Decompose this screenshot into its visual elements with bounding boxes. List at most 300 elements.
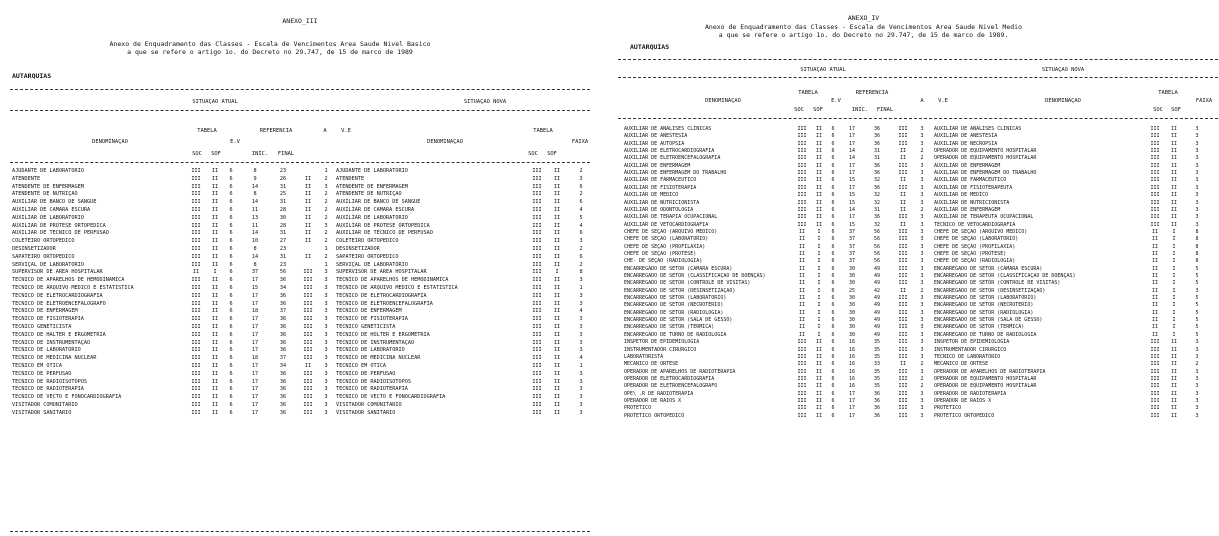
cell-ev: 6 [831, 199, 835, 206]
cell-a: III [898, 331, 908, 338]
cell-ref-final: 31 [279, 183, 287, 190]
ev-heading-iv: E.V [831, 98, 841, 104]
cell-ve: 3 [920, 228, 924, 235]
cell-ev: 6 [229, 207, 233, 213]
cell-ref-final: 36 [873, 412, 881, 419]
cell-ev: 6 [229, 199, 233, 206]
cell-denominacao-nova: AUXILIAR DE TECNICO DE PERFUSAO [336, 230, 433, 237]
table-row [624, 177, 1219, 184]
table-row [10, 176, 600, 184]
cell-tabela-sof-nova: II [1170, 368, 1178, 375]
cell-ref-final: 36 [279, 378, 287, 385]
cell-ref-final: 36 [279, 394, 287, 401]
cell-tabela-soc-atual: III [191, 168, 201, 174]
cell-tabela-sof-atual: I [817, 280, 821, 287]
soc-heading-nova-iv: SOC [1153, 107, 1163, 113]
cell-ve: 2 [920, 287, 924, 294]
cell-ev: 6 [831, 258, 835, 265]
cell-tabela-sof-nova: II [553, 324, 561, 330]
cell-ref-inicial: 30 [848, 273, 856, 279]
cell-ref-inicial: 17 [848, 126, 856, 132]
header-rule-top-iv [618, 59, 1218, 60]
cell-faixa: 3 [579, 238, 583, 245]
cell-a: II [899, 148, 907, 155]
cell-ev: 6 [229, 370, 233, 377]
cell-denominacao-nova: AUXILIAR DE CAMARA ESCURA [336, 207, 415, 213]
cell-tabela-soc-nova: II [1151, 302, 1159, 309]
cell-ref-final: 31 [279, 230, 287, 237]
cell-ve: 2 [324, 238, 328, 245]
cell-denominacao-atual: ATENDENTE DE ENFERMAGEM [12, 183, 84, 190]
cell-ref-inicial: 37 [251, 269, 259, 276]
cell-denominacao-atual: TECNICO DE ARQUIVO MEDICO E ESTATISTICA [12, 285, 134, 291]
cell-faixa: 5 [1195, 324, 1199, 331]
cell-denominacao-atual: AUXILIAR DE VETOCARDIOGRAFIA [624, 221, 709, 228]
cell-tabela-sof-nova: II [1170, 177, 1178, 184]
faixa-heading-iv: FAIXA [1195, 98, 1213, 104]
cell-denominacao-nova: AUXILIAR DE FARMACEUTICO [934, 177, 1007, 184]
cell-ev: 6 [831, 383, 835, 390]
cell-ref-inicial: 17 [251, 402, 259, 408]
tabela-heading-nova: TABELA [533, 128, 553, 134]
cell-tabela-soc-nova: III [1150, 133, 1160, 140]
cell-tabela-soc-atual: III [797, 221, 807, 228]
cell-tabela-sof-nova: II [553, 199, 561, 206]
cell-ref-inicial: 17 [251, 316, 259, 323]
cell-denominacao-nova: OPERADOR DE RADIOTERAPIA [934, 390, 1007, 397]
cell-tabela-sof-atual: II [211, 378, 219, 385]
cell-a: III [303, 402, 313, 408]
cell-tabela-soc-atual: III [191, 246, 201, 252]
cell-ref-inicial: 17 [251, 324, 259, 330]
cell-tabela-sof-nova: II [553, 394, 561, 401]
cell-ev: 6 [229, 253, 233, 260]
table-row [624, 229, 1219, 236]
table-row [624, 332, 1219, 339]
cell-ref-final: 34 [279, 285, 287, 291]
cell-ev: 6 [831, 368, 835, 375]
cell-faixa: 8 [1195, 228, 1199, 235]
cell-denominacao-atual: OPERADOR DE RAIOS X [624, 397, 682, 404]
cell-tabela-sof-nova: II [1170, 339, 1178, 346]
cell-tabela-soc-atual: II [798, 280, 806, 287]
cell-tabela-soc-nova: III [1150, 361, 1160, 368]
cell-ref-inicial: 17 [251, 300, 259, 307]
cell-ref-inicial: 17 [251, 277, 259, 284]
cell-ref-inicial: 30 [848, 280, 856, 287]
cell-ev: 6 [229, 168, 233, 174]
cell-denominacao-nova: SERVIÇAL DE LABORATORIO [336, 261, 408, 268]
cell-tabela-sof-atual: I [817, 295, 821, 302]
cell-tabela-soc-nova: III [532, 386, 542, 393]
table-row [624, 376, 1219, 383]
cell-faixa: 3 [1195, 155, 1199, 162]
cell-denominacao-nova: CHEFE DE SEÇAO (PROTESE) [934, 250, 1007, 257]
cell-a: II [304, 253, 312, 260]
cell-tabela-sof-nova: II [1170, 221, 1178, 228]
cell-faixa: 3 [1195, 148, 1199, 155]
cell-ref-inicial: 17 [848, 405, 856, 412]
cell-ref-inicial: 17 [251, 378, 259, 385]
cell-tabela-soc-nova: III [532, 269, 542, 276]
cell-denominacao-nova: TECNICO DE PERFUSAO [336, 370, 396, 377]
cell-tabela-soc-nova: III [532, 308, 542, 315]
cell-tabela-sof-atual: II [815, 412, 823, 419]
cell-tabela-sof-nova: II [553, 285, 561, 291]
cell-tabela-soc-nova: III [532, 183, 542, 190]
sof-heading-atual-iv: SOF [813, 107, 823, 113]
cell-denominacao-nova: DESINSETIZADOR [336, 246, 380, 252]
cell-faixa: 3 [1195, 221, 1199, 228]
table-row [624, 347, 1219, 354]
cell-tabela-sof-nova: II [553, 230, 561, 237]
cell-ref-final: 36 [279, 370, 287, 377]
cell-tabela-sof-atual: II [211, 355, 219, 362]
cell-tabela-soc-atual: III [797, 383, 807, 390]
cell-denominacao-nova: CHEFE DE SEÇAO (ARQUIVO MEDICO) [934, 228, 1028, 235]
cell-ref-inicial: 17 [848, 390, 856, 397]
cell-tabela-sof-atual: II [815, 177, 823, 184]
cell-ref-final: 35 [873, 383, 881, 390]
cell-ev: 6 [831, 361, 835, 368]
cell-tabela-sof-nova: II [553, 316, 561, 323]
cell-tabela-soc-atual: II [798, 317, 806, 324]
anexo-iii-subtitle-1: Anexo de Enquadramento das Classes - Escala de Vencimentos Area Saude Nivel Basico [109, 40, 431, 48]
cell-denominacao-nova: AUXILIAR DE BANCO DE SANGUE [336, 199, 421, 206]
cell-a: III [303, 347, 313, 354]
cell-tabela-soc-atual: III [191, 261, 201, 268]
table-row [624, 339, 1219, 346]
cell-ref-inicial: 30 [848, 295, 856, 302]
cell-ref-final: 49 [873, 302, 881, 309]
cell-tabela-sof-nova: II [1170, 361, 1178, 368]
cell-ref-final: 36 [873, 214, 881, 221]
cell-tabela-soc-atual: II [798, 309, 806, 316]
header-rule-bottom-iv [618, 118, 1218, 119]
cell-tabela-sof-nova: I [1172, 243, 1176, 250]
cell-ev: 6 [831, 346, 835, 353]
cell-denominacao-atual: AUXILIAR DE NUTRICIONISTA [624, 199, 700, 206]
cell-tabela-sof-nova: II [553, 175, 561, 182]
cell-ref-inicial: 17 [848, 162, 856, 169]
cell-faixa: 3 [579, 378, 583, 385]
cell-a: II [304, 363, 312, 369]
cell-tabela-soc-atual: III [191, 324, 201, 330]
cell-ref-inicial: 13 [251, 214, 259, 221]
cell-ve: 3 [920, 339, 924, 346]
cell-ve: 2 [920, 206, 924, 213]
cell-tabela-sof-nova: II [1170, 405, 1178, 412]
cell-tabela-soc-atual: II [798, 302, 806, 309]
cell-tabela-sof-nova: II [553, 222, 561, 229]
cell-tabela-sof-nova: I [1172, 317, 1176, 324]
cell-a: III [303, 331, 313, 338]
cell-denominacao-nova: AUXILIAR DE TERAPEUTA OCUPACIONAL [934, 214, 1034, 221]
cell-denominacao-nova: ENCARREGADO DE SETOR (NECROTERIO) [934, 302, 1034, 309]
cell-tabela-soc-nova: III [1150, 199, 1160, 206]
table-row [10, 316, 600, 324]
sof-heading-nova: SOF [547, 151, 557, 157]
table-row [624, 295, 1219, 302]
cell-tabela-soc-atual: III [797, 206, 807, 213]
cell-tabela-soc-nova: III [532, 409, 542, 416]
cell-ve: 3 [324, 285, 328, 291]
cell-a: III [898, 317, 908, 324]
cell-denominacao-nova: OPERADOR DE APARELHOS DE RADIOTERAPIA [934, 368, 1046, 375]
cell-ref-inicial: 14 [251, 230, 259, 237]
cell-ev: 6 [229, 355, 233, 362]
cell-tabela-soc-nova: III [532, 347, 542, 354]
cell-tabela-sof-atual: II [211, 183, 219, 190]
cell-a: III [303, 370, 313, 377]
cell-tabela-sof-atual: II [211, 363, 219, 369]
cell-tabela-soc-nova: II [1151, 309, 1159, 316]
cell-ref-inicial: 17 [251, 292, 259, 299]
cell-denominacao-nova: VISITADOR COMUNITARIO [336, 402, 402, 408]
cell-denominacao-atual: AUXILIAR DE TECNICO DE PERFUSAO [12, 230, 109, 237]
table-row [10, 363, 600, 371]
cell-tabela-sof-atual: I [817, 331, 821, 338]
cell-faixa: 3 [579, 316, 583, 323]
cell-denominacao-nova: TECNICO DE FISIOTERAPIA [336, 316, 408, 323]
cell-a: III [898, 243, 908, 250]
cell-denominacao-atual: ENCARREGADO DE SETOR (CAMARA ESCURA) [624, 265, 733, 272]
cell-ref-inicial: 16 [848, 361, 856, 368]
cell-tabela-soc-atual: III [191, 347, 201, 354]
cell-tabela-soc-nova: III [1150, 192, 1160, 199]
cell-a: III [898, 375, 908, 382]
cell-a: II [899, 221, 907, 228]
cell-faixa: 6 [579, 183, 583, 190]
cell-ve: 3 [920, 184, 924, 191]
cell-ve: 3 [324, 355, 328, 362]
cell-ev: 6 [229, 269, 233, 276]
cell-ref-final: 36 [279, 316, 287, 323]
anexo-iii-title: ANEXO_III [282, 17, 318, 25]
cell-denominacao-atual: TECNICO DE ENFERMAGEM [12, 308, 78, 315]
cell-faixa: 5 [1195, 331, 1199, 338]
cell-denominacao-nova: AUXILIAR DE NECROPSIA [934, 140, 998, 147]
cell-tabela-sof-atual: II [211, 316, 219, 323]
cell-faixa: 2 [1195, 361, 1199, 368]
cell-denominacao-atual: AUXILIAR DE ANESTESIA [624, 133, 688, 140]
cell-a: II [899, 177, 907, 184]
cell-denominacao-atual: SAPATEIRO ORTOPEDICO [12, 253, 75, 260]
cell-ev: 6 [831, 317, 835, 324]
cell-ref-inicial: 17 [848, 412, 856, 419]
cell-ev: 6 [831, 302, 835, 309]
cell-denominacao-nova: AUXILIAR DE MEDICO [934, 192, 989, 199]
cell-faixa: 3 [579, 339, 583, 346]
cell-denominacao-atual: TECNICO DE VECTO E FONOCARDIOGRAFIA [12, 394, 122, 401]
cell-tabela-sof-nova: II [1170, 184, 1178, 191]
cell-ref-inicial: 17 [251, 331, 259, 338]
cell-faixa: 3 [1195, 390, 1199, 397]
cell-tabela-sof-atual: II [815, 353, 823, 360]
cell-ref-final: 36 [279, 409, 287, 416]
cell-tabela-soc-atual: III [191, 402, 201, 408]
cell-ref-inicial: 37 [848, 243, 856, 250]
cell-a: III [303, 378, 313, 385]
cell-tabela-soc-atual: II [798, 243, 806, 250]
cell-denominacao-nova: PROTETICO ORTOPEDICO [934, 412, 995, 419]
cell-tabela-soc-nova: III [532, 363, 542, 369]
cell-tabela-soc-atual: III [191, 370, 201, 377]
cell-tabela-soc-atual: III [191, 207, 201, 213]
cell-tabela-soc-nova: II [1151, 295, 1159, 302]
cell-tabela-soc-atual: III [191, 378, 201, 385]
cell-tabela-soc-atual: III [191, 214, 201, 221]
cell-tabela-soc-atual: II [798, 250, 806, 257]
cell-ev: 6 [831, 353, 835, 360]
soc-heading-atual-iv: SOC [794, 107, 804, 113]
cell-denominacao-nova: MECANICO DE ORTESE [934, 361, 989, 368]
cell-ref-inicial: 30 [848, 309, 856, 316]
cell-ref-inicial: 14 [251, 183, 259, 190]
cell-a: III [303, 269, 313, 276]
table-row [624, 369, 1219, 376]
cell-tabela-sof-atual: I [817, 243, 821, 250]
cell-tabela-sof-atual: II [815, 375, 823, 382]
cell-ref-inicial: 8 [253, 168, 257, 174]
cell-ref-inicial: 15 [848, 177, 856, 184]
cell-faixa: 2 [579, 191, 583, 198]
cell-a: III [898, 324, 908, 331]
table-row [10, 246, 600, 254]
cell-ref-final: 31 [873, 148, 881, 155]
cell-ve: 3 [324, 370, 328, 377]
table-row [624, 310, 1219, 317]
cell-tabela-soc-nova: III [1150, 184, 1160, 191]
cell-faixa: 3 [579, 409, 583, 416]
cell-denominacao-atual: ENCARREGADO DE SETOR (SALA DE GESSO) [624, 317, 733, 324]
cell-faixa: 3 [1195, 397, 1199, 404]
cell-tabela-soc-nova: III [532, 370, 542, 377]
cell-denominacao-nova: INSPETOR DE EPIDEMIOLOGIA [934, 339, 1010, 346]
cell-ve: 3 [920, 243, 924, 250]
cell-denominacao-nova: TECNICO DE INSTRUMENTAÇAO [336, 339, 415, 346]
cell-ref-final: 37 [279, 355, 287, 362]
ev-heading: E.V [230, 139, 240, 145]
cell-ve: 3 [920, 214, 924, 221]
cell-denominacao-atual: TECNICO DE LABORATORIO [12, 347, 81, 354]
cell-tabela-soc-nova: III [1150, 405, 1160, 412]
cell-a: III [303, 355, 313, 362]
cell-ref-inicial: 16 [848, 375, 856, 382]
cell-tabela-sof-nova: I [1172, 331, 1176, 338]
cell-a: III [898, 295, 908, 302]
cell-ref-inicial: 37 [848, 228, 856, 235]
cell-ref-final: 33 [873, 361, 881, 368]
cell-ev: 6 [229, 292, 233, 299]
table-row [624, 288, 1219, 295]
cell-ve: 3 [920, 412, 924, 419]
inic-heading-iv: INIC. [851, 107, 869, 113]
cell-ref-final: 49 [873, 309, 881, 316]
cell-tabela-soc-nova: III [532, 331, 542, 338]
cell-a: III [303, 308, 313, 315]
inic-heading: INIC. [251, 151, 269, 157]
cell-tabela-soc-nova: III [1150, 214, 1160, 221]
cell-ve: 2 [920, 155, 924, 162]
table-row [10, 347, 600, 355]
cell-tabela-sof-atual: II [815, 339, 823, 346]
cell-denominacao-atual: LABORATORISTA [624, 353, 664, 360]
cell-tabela-sof-nova: II [1170, 375, 1178, 382]
cell-tabela-soc-atual: III [797, 214, 807, 221]
final-heading: FINAL [277, 151, 295, 157]
cell-tabela-soc-nova: III [532, 300, 542, 307]
cell-ev: 6 [831, 236, 835, 243]
cell-tabela-sof-atual: II [815, 214, 823, 221]
cell-denominacao-atual: AUXILIAR DE ANALISES CLINICAS [624, 126, 712, 132]
cell-tabela-sof-atual: I [817, 228, 821, 235]
cell-faixa: 5 [1195, 309, 1199, 316]
cell-denominacao-atual: ENCARREGADO DE SETOR (TERMICA) [624, 324, 715, 331]
cell-ref-final: 35 [873, 368, 881, 375]
cell-faixa: 3 [1195, 368, 1199, 375]
cell-denominacao-nova: AUXILIAR DE ANESTESIA [934, 133, 998, 140]
cell-tabela-soc-nova: III [1150, 353, 1160, 360]
cell-denominacao-nova: OPERADOR DE EQUIPAMENTO HOSPITALAR [934, 148, 1037, 155]
cell-ref-final: 35 [873, 346, 881, 353]
cell-tabela-soc-atual: III [797, 405, 807, 412]
cell-ev: 6 [831, 339, 835, 346]
cell-tabela-sof-atual: II [211, 370, 219, 377]
cell-denominacao-nova: CHEFE DE SEÇAO (PROFILAXIA) [934, 243, 1016, 250]
table-row [10, 285, 600, 293]
cell-a: III [898, 184, 908, 191]
cell-tabela-sof-nova: II [553, 370, 561, 377]
cell-ref-inicial: 30 [848, 302, 856, 309]
cell-denominacao-atual: OPERADOR DE APARELHOS DE RADIOTERAPIA [624, 368, 736, 375]
anexo-iv-page [608, 0, 1219, 536]
cell-denominacao-atual: COLETEIRO ORTOPEDICO [12, 238, 75, 245]
cell-tabela-soc-nova: III [532, 214, 542, 221]
cell-tabela-soc-nova: II [1151, 258, 1159, 265]
cell-tabela-sof-atual: II [815, 148, 823, 155]
cell-ref-final: 36 [873, 184, 881, 191]
cell-tabela-sof-nova: II [1170, 214, 1178, 221]
cell-ref-final: 56 [873, 228, 881, 235]
table-row [10, 207, 600, 215]
cell-ev: 6 [831, 331, 835, 338]
table-row [10, 355, 600, 363]
cell-faixa: 4 [579, 222, 583, 229]
cell-ref-final: 27 [279, 238, 287, 245]
cell-tabela-sof-atual: II [211, 214, 219, 221]
cell-ev: 6 [229, 331, 233, 338]
cell-tabela-sof-nova: II [553, 246, 561, 252]
cell-denominacao-nova: TECNICO DE ELETROCARDIOGRAFIA [336, 292, 427, 299]
cell-tabela-soc-atual: III [797, 375, 807, 382]
cell-ve: 3 [324, 277, 328, 284]
cell-ref-inicial: 17 [251, 363, 259, 369]
cell-denominacao-nova: TECNICO GENETICISTA [336, 324, 396, 330]
cell-tabela-sof-atual: II [815, 192, 823, 199]
cell-tabela-soc-nova: III [532, 394, 542, 401]
cell-ve: 2 [324, 199, 328, 206]
cell-tabela-soc-nova: II [1151, 228, 1159, 235]
sof-heading-atual: SOF [211, 151, 221, 157]
cell-denominacao-atual: OPERADOR DE ELETROENCEFALOGRAFO [624, 383, 718, 390]
cell-tabela-soc-atual: III [797, 177, 807, 184]
cell-a: III [898, 405, 908, 412]
cell-tabela-sof-atual: I [817, 317, 821, 324]
cell-tabela-sof-nova: I [1172, 280, 1176, 287]
cell-denominacao-nova: TECNICO DE HOLTER E ERGOMETRIA [336, 331, 430, 338]
cell-denominacao-nova: ENCARREGADO DE SETOR (DESINSETIZAÇAO) [934, 287, 1046, 294]
